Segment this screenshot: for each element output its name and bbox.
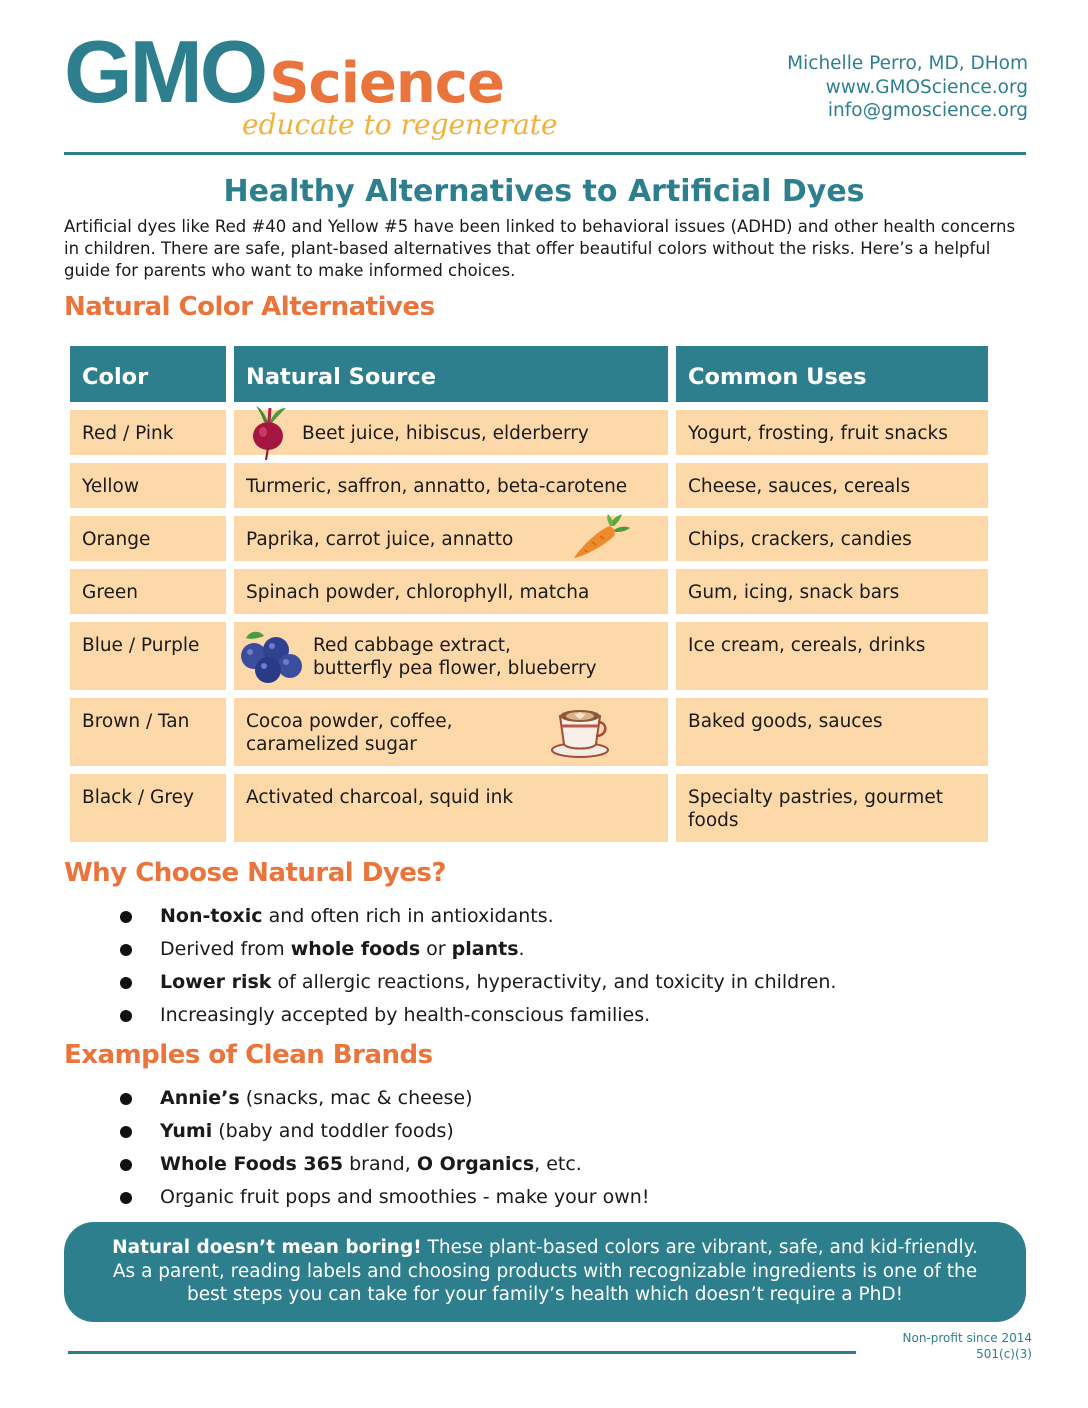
cell-source: Spinach powder, chlorophyll, matcha — [234, 569, 668, 614]
cell-uses — [676, 774, 988, 842]
cell-color: Brown / Tan — [70, 698, 226, 766]
section-heading-brands: Examples of Clean Brands — [64, 1040, 433, 1070]
cell-uses: Cheese, sauces, cereals — [676, 463, 988, 508]
table-row — [70, 516, 988, 561]
bold-text: whole foods — [290, 938, 421, 960]
text: brand, — [343, 1153, 417, 1175]
source-text-line1: Red cabbage extract, — [313, 635, 511, 656]
text: Organic fruit pops and smoothies - make your own! — [160, 1186, 650, 1208]
callout-line3: best steps you can take for your family’s health which doesn’t require a PhD! — [186, 1284, 904, 1305]
cell-source — [234, 622, 668, 690]
cell-source: Activated charcoal, squid ink — [234, 774, 668, 842]
cell-uses: Yogurt, frosting, fruit snacks — [676, 410, 988, 455]
brands-list — [120, 1082, 649, 1214]
header-color: Color — [70, 346, 226, 402]
bold-text: Lower risk — [160, 971, 272, 993]
cell-source — [234, 516, 668, 561]
bold-text: Yumi — [160, 1120, 213, 1142]
cell-color: Red / Pink — [70, 410, 226, 455]
cell-source — [234, 698, 668, 766]
header-natural-source: Natural Source — [234, 346, 668, 402]
table-header-row — [70, 346, 988, 402]
table-row — [70, 698, 988, 766]
bold-text: Whole Foods 365 — [160, 1153, 344, 1175]
section-heading-why: Why Choose Natural Dyes? — [64, 858, 446, 888]
intro-paragraph: Artificial dyes like Red #40 and Yellow #5 have been linked to behavioral issues (ADHD) and other health concerns in children. There are safe, plant-based alternatives that offer beautiful colors without the risks. Here’s a helpful guide for parents who want to make informed choices. — [64, 217, 1016, 280]
text: or — [420, 938, 452, 960]
list-item — [120, 1181, 649, 1214]
contact-website[interactable]: www.GMOScience.org — [825, 76, 1028, 98]
text: . — [518, 938, 525, 960]
logo-tagline: educate to regenerate — [242, 108, 558, 141]
cell-uses: Baked goods, sauces — [676, 698, 988, 766]
table-row — [70, 622, 988, 690]
list-item — [120, 1115, 649, 1148]
callout-bold: Natural doesn’t mean boring! — [112, 1237, 422, 1258]
callout-text: These plant-based colors are vibrant, safe, and kid-friendly. — [421, 1237, 978, 1258]
contact-email[interactable]: info@gmoscience.org — [827, 100, 1028, 121]
coffee-cup-icon — [550, 704, 614, 760]
list-item — [120, 1148, 649, 1181]
text: Derived from — [160, 938, 291, 960]
bold-text: plants — [451, 938, 519, 960]
footer-note — [903, 1330, 1033, 1362]
cell-source — [234, 410, 668, 455]
header-common-uses: Common Uses — [676, 346, 988, 402]
table-row — [70, 463, 988, 508]
uses-text-line1: Specialty pastries, gourmet — [688, 787, 943, 808]
footer-nonprofit: Non-profit since 2014 — [902, 1331, 1032, 1345]
section-heading-alternatives: Natural Color Alternatives — [64, 292, 435, 322]
page-title: Healthy Alternatives to Artificial Dyes — [223, 174, 865, 209]
cell-uses: Chips, crackers, candies — [676, 516, 988, 561]
table-row — [70, 410, 988, 455]
logo-gmo: GMO — [64, 22, 266, 121]
blueberries-icon — [236, 628, 306, 684]
header-divider — [64, 152, 1026, 155]
callout-line2: As a parent, reading labels and choosing products with recognizable ingredients is one of the — [112, 1260, 978, 1282]
bold-text: O Organics — [416, 1153, 535, 1175]
cell-color: Blue / Purple — [70, 622, 226, 690]
list-item — [120, 900, 836, 933]
text: and often rich in antioxidants. — [262, 905, 554, 927]
source-text-line2: butterfly pea flower, blueberry — [313, 658, 597, 679]
bold-text: Non-toxic — [160, 905, 263, 927]
cell-uses: Gum, icing, snack bars — [676, 569, 988, 614]
text: Increasingly accepted by health-conscious families. — [160, 1004, 651, 1026]
callout-box — [64, 1222, 1026, 1322]
list-item — [120, 966, 836, 999]
source-text: Paprika, carrot juice, annatto — [246, 529, 514, 550]
logo — [64, 22, 558, 141]
cell-color: Yellow — [70, 463, 226, 508]
list-item — [120, 999, 836, 1032]
contact-name: Michelle Perro, MD, DHom — [787, 53, 1028, 74]
bold-text: Annie’s — [160, 1087, 240, 1109]
cell-color: Black / Grey — [70, 774, 226, 842]
why-list — [120, 900, 836, 1032]
uses-text-line2: foods — [688, 810, 739, 831]
cell-color: Green — [70, 569, 226, 614]
alternatives-table — [70, 346, 988, 850]
carrot-icon — [570, 514, 630, 562]
cell-uses: Ice cream, cereals, drinks — [676, 622, 988, 690]
source-text-line1: Cocoa powder, coffee, — [246, 711, 453, 732]
callout-line1 — [78, 1236, 1012, 1260]
source-text-line2: caramelized sugar — [246, 734, 417, 755]
footer-divider — [68, 1351, 856, 1354]
cell-color: Orange — [70, 516, 226, 561]
footer-501c3: 501(c)(3) — [976, 1347, 1032, 1361]
contact-block — [787, 52, 1028, 123]
text: (baby and toddler foods) — [212, 1120, 454, 1142]
table-row — [70, 569, 988, 614]
logo-science: Science — [269, 51, 504, 116]
beet-icon — [242, 406, 294, 460]
text: , etc. — [534, 1153, 582, 1175]
source-text: Beet juice, hibiscus, elderberry — [302, 423, 589, 444]
text: of allergic reactions, hyperactivity, and toxicity in children. — [271, 971, 837, 993]
list-item — [120, 1082, 649, 1115]
table-row — [70, 774, 988, 842]
text: (snacks, mac & cheese) — [239, 1087, 473, 1109]
list-item — [120, 933, 836, 966]
cell-source: Turmeric, saffron, annatto, beta-carotene — [234, 463, 668, 508]
